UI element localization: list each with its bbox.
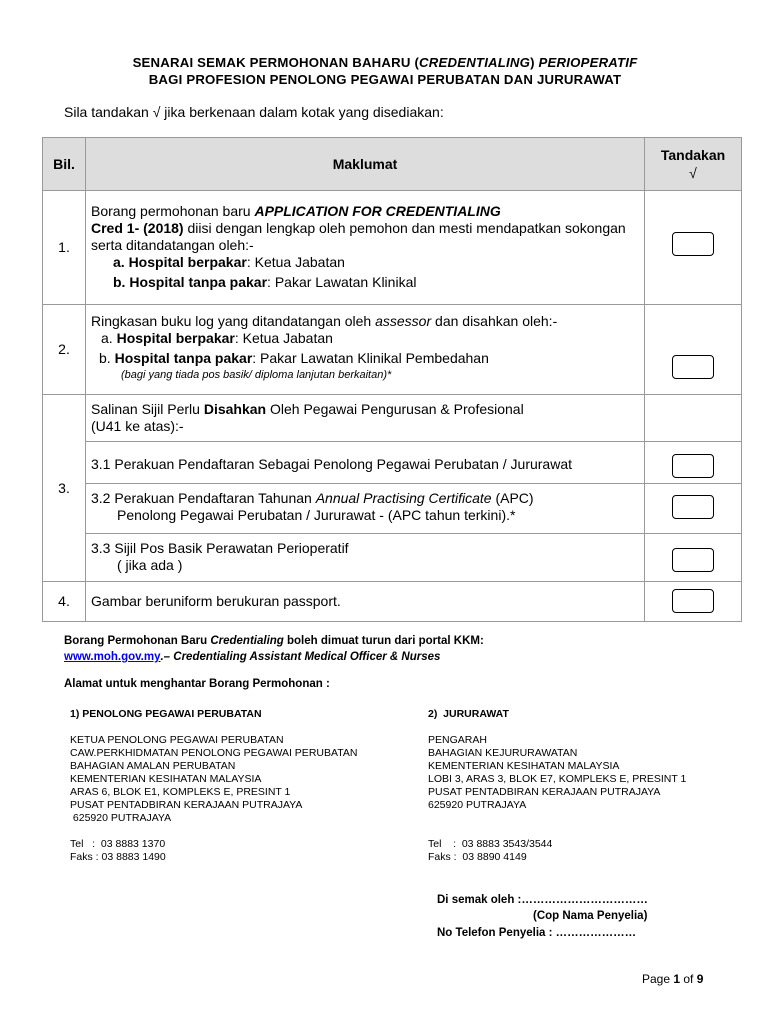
info-text: Penolong Pegawai Perubatan / Jururawat - (APC tahun terkini).*: [117, 507, 516, 523]
page-current: 1: [673, 972, 681, 986]
download-text: boleh dimuat turun dari portal KKM:: [283, 635, 484, 647]
tick-cell: [645, 191, 742, 305]
item-bold: Hospital tanpa pakar: [114, 350, 253, 366]
table-row: [43, 395, 742, 442]
info-text: dan disahkan oleh:-: [431, 313, 558, 329]
checklist-table: [42, 137, 742, 622]
address-line: PUSAT PENTADBIRAN KERAJAAN PUTRAJAYA: [428, 786, 661, 798]
tick-cell: [645, 534, 742, 582]
address-line: PENGARAH: [428, 734, 487, 746]
title-italic: CREDENTIALING: [419, 55, 531, 70]
info-bold: Disahkan: [203, 401, 267, 417]
tick-cell: [645, 442, 742, 484]
table-header: [43, 138, 742, 191]
header-bil: Bil.: [43, 138, 86, 191]
info-text: diisi dengan lengkap oleh pemohon dan mesti mendapatkan sokongan serta ditandatangan oleh:-: [91, 220, 626, 253]
row-info: [86, 395, 645, 442]
row-info: [86, 484, 645, 534]
supervisor-stamp: (Cop Nama Penyelia): [533, 910, 648, 922]
tick-symbol: √: [689, 165, 697, 181]
row-info: [86, 305, 645, 395]
item-text: b.: [99, 350, 115, 366]
telephone: Tel : 03 8883 3543/3544: [428, 838, 553, 850]
title-text: SENARAI SEMAK PERMOHONAN BAHARU (: [132, 55, 420, 70]
info-italic: APPLICATION FOR CREDENTIALING: [254, 203, 501, 219]
row-info: 3.1 Perakuan Pendaftaran Sebagai Penolong Pegawai Perubatan / Jururawat: [86, 442, 645, 484]
header-tandakan-label: Tandakan: [660, 147, 726, 163]
item-text: : Pakar Lawatan Klinikal Pembedahan: [252, 350, 489, 366]
checkbox[interactable]: [672, 232, 714, 256]
table-row: [43, 191, 742, 305]
address-line: LOBI 3, ARAS 3, BLOK E7, KOMPLEKS E, PRESINT 1: [428, 773, 687, 785]
fax: Faks : 03 8883 1490: [70, 851, 166, 863]
address-line: BAHAGIAN AMALAN PERUBATAN: [70, 760, 236, 772]
address-jururawat: [428, 708, 686, 864]
item-bold: a. Hospital berpakar: [113, 254, 247, 270]
verification-block: [437, 892, 648, 941]
address-heading: 2) JURURAWAT: [428, 708, 509, 720]
page-label: of: [680, 972, 697, 986]
item-text: : Ketua Jabatan: [234, 330, 333, 346]
info-text: Oleh Pegawai Pengurusan & Profesional: [266, 401, 524, 417]
row-info: [86, 191, 645, 305]
info-text: 3.2 Perakuan Pendaftaran Tahunan: [91, 490, 316, 506]
tick-cell: [645, 582, 742, 622]
address-ppp: [70, 708, 357, 864]
table-row: [43, 534, 742, 582]
footnote-text: (bagi yang tiada pos basik/ diploma lanjutan berkaitan)*: [121, 369, 392, 381]
checkbox[interactable]: [672, 355, 714, 379]
row-number: 4.: [43, 582, 86, 622]
address-line: KEMENTERIAN KESIHATAN MALAYSIA: [428, 760, 620, 772]
address-line: KETUA PENOLONG PEGAWAI PERUBATAN: [70, 734, 284, 746]
row-number: 2.: [43, 305, 86, 395]
item-bold: Hospital berpakar: [116, 330, 235, 346]
page-total: 9: [696, 972, 704, 986]
header-tandakan: [645, 138, 742, 191]
item-bold: b. Hospital tanpa pakar: [113, 274, 268, 290]
checkbox[interactable]: [672, 548, 714, 572]
address-line: 625920 PUTRAJAYA: [70, 812, 172, 824]
info-text: Borang permohonan baru: [91, 203, 255, 219]
checked-by: Di semak oleh :……………………………: [437, 894, 648, 906]
info-text: 3.3 Sijil Pos Basik Perawatan Perioperatif: [91, 540, 349, 556]
row-info: Gambar beruniform berukuran passport.: [86, 582, 645, 622]
download-note: [64, 633, 484, 665]
checkbox[interactable]: [672, 589, 714, 613]
tick-cell-empty: [645, 395, 742, 442]
document-subtitle: BAGI PROFESION PENOLONG PEGAWAI PERUBATAN DAN JURURAWAT: [148, 72, 622, 87]
checkbox[interactable]: [672, 495, 714, 519]
address-line: ARAS 6, BLOK E1, KOMPLEKS E, PRESINT 1: [70, 786, 291, 798]
header-maklumat: Maklumat: [86, 138, 645, 191]
address-line: 625920 PUTRAJAYA: [428, 799, 527, 811]
row-number: 1.: [43, 191, 86, 305]
info-text: ( jika ada ): [117, 557, 183, 573]
item-text: : Pakar Lawatan Klinikal: [267, 274, 417, 290]
moh-portal-link[interactable]: www.moh.gov.my: [64, 651, 161, 663]
tick-cell: [645, 484, 742, 534]
fax: Faks : 03 8890 4149: [428, 851, 527, 863]
instruction-text: Sila tandakan √ jika berkenaan dalam kotak yang disediakan:: [64, 104, 444, 120]
download-text: Borang Permohonan Baru: [64, 635, 211, 647]
info-text: (APC): [491, 490, 534, 506]
address-line: BAHAGIAN KEJURURAWATAN: [428, 747, 578, 759]
table-row: [43, 442, 742, 484]
info-text: Salinan Sijil Perlu: [91, 401, 204, 417]
title-text: ): [530, 55, 539, 70]
supervisor-phone: No Telefon Penyelia : …………………: [437, 927, 637, 939]
address-line: KEMENTERIAN KESIHATAN MALAYSIA: [70, 773, 262, 785]
address-heading: 1) PENOLONG PEGAWAI PERUBATAN: [70, 708, 262, 720]
download-italic: .– Credentialing Assistant Medical Officer & Nurses: [160, 651, 441, 663]
page-number: [642, 972, 703, 986]
info-text: (U41 ke atas):-: [91, 418, 184, 434]
table-row: [43, 305, 742, 395]
telephone: Tel : 03 8883 1370: [70, 838, 166, 850]
table-row: [43, 484, 742, 534]
alamat-heading: Alamat untuk menghantar Borang Permohonan :: [64, 678, 330, 690]
info-text: Ringkasan buku log yang ditandatangan oleh: [91, 313, 376, 329]
table-row: [43, 582, 742, 622]
document-title: [0, 55, 770, 70]
row-number: 3.: [43, 395, 86, 582]
info-italic: Annual Practising Certificate: [315, 490, 492, 506]
info-bold: Cred 1- (2018): [91, 220, 184, 236]
address-line: PUSAT PENTADBIRAN KERAJAAN PUTRAJAYA: [70, 799, 303, 811]
title-italic: PERIOPERATIF: [538, 55, 638, 70]
tick-cell: [645, 305, 742, 395]
info-italic: assessor: [375, 313, 432, 329]
page-label: Page: [642, 972, 674, 986]
download-italic: Credentialing: [210, 635, 284, 647]
item-text: a.: [101, 330, 117, 346]
item-text: : Ketua Jabatan: [246, 254, 345, 270]
address-line: CAW.PERKHIDMATAN PENOLONG PEGAWAI PERUBATAN: [70, 747, 358, 759]
row-info: [86, 534, 645, 582]
checkbox[interactable]: [672, 454, 714, 478]
